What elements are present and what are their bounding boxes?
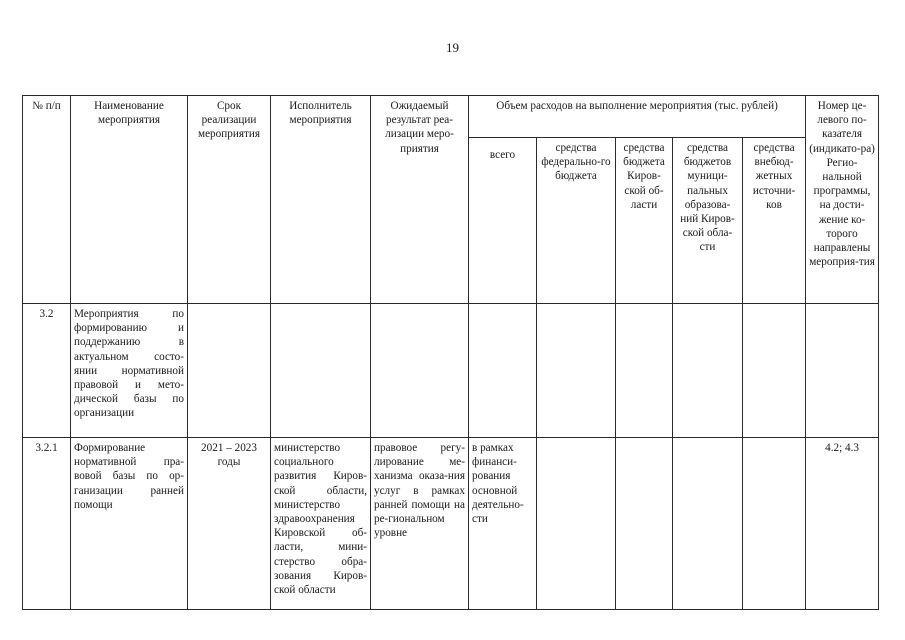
row-term: 2021 – 2023 годы xyxy=(188,438,271,610)
row-executor: министерство социального развития Киров-ской области, министерство здравоохранения Кировской об-ласти, мини-стерство обра-зования Киров-ской области xyxy=(271,438,371,610)
row-regional xyxy=(616,304,673,438)
table-row xyxy=(23,304,879,438)
row-offbudget xyxy=(743,304,806,438)
header-total: всего xyxy=(469,138,537,304)
row-num: 3.2.1 xyxy=(23,438,71,610)
row-total xyxy=(469,304,537,438)
row-term xyxy=(188,304,271,438)
table-row xyxy=(23,438,879,610)
row-municipal xyxy=(673,304,743,438)
row-federal xyxy=(537,438,616,610)
header-offbudget: средства внебюд-жетных источни-ков xyxy=(743,138,806,304)
activities-table xyxy=(22,95,879,610)
row-federal xyxy=(537,304,616,438)
page-number: 19 xyxy=(446,40,459,55)
header-name: Наименование мероприятия xyxy=(71,96,188,304)
header-regional: средства бюджета Киров-ской об-ласти xyxy=(616,138,673,304)
header-row xyxy=(23,96,879,138)
header-executor: Исполнитель мероприятия xyxy=(271,96,371,304)
row-offbudget xyxy=(743,438,806,610)
row-regional xyxy=(616,438,673,610)
row-total: в рамках финанси-рования основной деятельно-сти xyxy=(469,438,537,610)
header-indicator: Номер це-левого по-казателя (индикато-ра) Регио-нальной программы, на дости-жение ко-торого направлены мероприя-тия xyxy=(806,96,879,304)
header-term: Срок реализации мероприятия xyxy=(188,96,271,304)
header-federal: средства федерально-го бюджета xyxy=(537,138,616,304)
row-name: Формирование нормативной пра-вовой базы по ор-ганизации ранней помощи xyxy=(71,438,188,610)
row-indicator xyxy=(806,304,879,438)
header-municipal: средства бюджетов муници-пальных образова-ний Киров-ской обла-сти xyxy=(673,138,743,304)
row-result: правовое регу-лирование ме-ханизма оказа-ния услуг в рамках ранней помощи на ре-гиональном уровне xyxy=(371,438,469,610)
header-expenses: Объем расходов на выполнение мероприятия (тыс. рублей) xyxy=(469,96,806,138)
row-result xyxy=(371,304,469,438)
row-name: Мероприятия по формированию и поддержанию в актуальном состо-янии нормативной правовой и мето-дической базы по организации xyxy=(71,304,188,438)
row-municipal xyxy=(673,438,743,610)
header-result: Ожидаемый результат реа-лизации меро-приятия xyxy=(371,96,469,304)
header-num: № п/п xyxy=(23,96,71,304)
row-indicator: 4.2; 4.3 xyxy=(806,438,879,610)
row-executor xyxy=(271,304,371,438)
row-num: 3.2 xyxy=(23,304,71,438)
